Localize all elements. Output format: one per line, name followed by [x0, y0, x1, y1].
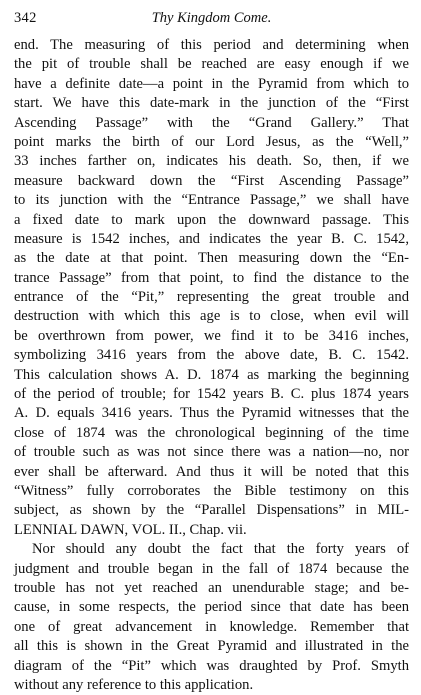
text-line: LENNIAL DAWN, VOL. II., Chap. vii. [14, 521, 247, 538]
body-text [14, 36, 409, 695]
paragraph-2 [14, 540, 409, 695]
text-line: entrance of the “Pit,” representing the great trouble and [14, 289, 409, 306]
text-line: to its junction with the “Entrance Passage,” we shall have [14, 192, 409, 209]
text-line: the pit of trouble shall be reached are easy enough if we [14, 56, 409, 73]
paragraph-1 [14, 36, 409, 540]
text-line: all this is shown in the Great Pyramid and illustrated in the [14, 638, 409, 655]
text-line: trouble has not yet reached an unendurable stage; and be- [14, 579, 409, 596]
text-line: cause, in some respects, the period since that date has been [14, 599, 409, 616]
running-title: Thy Kingdom Come. [151, 10, 272, 26]
text-line: a fixed date to mark upon the downward passage. This [14, 211, 409, 228]
text-line: start. We have this date-mark in the junction of the “First [14, 95, 409, 112]
text-line: diagram of the “Pit” which was draughted by Prof. Smyth [14, 657, 409, 674]
text-line: This calculation shows A. D. 1874 as marking the beginning [14, 366, 409, 383]
text-line: have a definite date—a point in the Pyramid from which to [14, 75, 409, 92]
text-line: of the period of trouble; for 1542 years B. C. plus 1874 years [14, 386, 409, 403]
text-line: “Witness” fully corroborates the Bible testimony on this [14, 482, 409, 499]
text-line: trance Passage” from that point, to find the distance to the [14, 269, 409, 286]
text-line: without any reference to this application. [14, 676, 254, 693]
page-number: 342 [14, 10, 37, 26]
text-line: subject, as shown by the “Parallel Dispensations” in MIL- [14, 502, 409, 519]
text-line: point marks the birth of our Lord Jesus, as the “Well,” [14, 133, 409, 150]
text-line: close of 1874 was the chronological beginning of the time [14, 424, 409, 441]
text-line: as the date at that point. Then measuring down the “En- [14, 250, 409, 267]
text-line: be overthrown from power, we find it to be 3416 inches, [14, 327, 409, 344]
text-line: one of great advancement in knowledge. Remember that [14, 618, 409, 635]
text-line: measure is 1542 inches, and indicates the year B. C. 1542, [14, 230, 409, 247]
text-line: end. The measuring of this period and determining when [14, 37, 409, 53]
text-line: judgment and trouble began in the fall of 1874 because the [14, 560, 409, 577]
text-line: symbolizing 3416 years from the above date, B. C. 1542. [14, 347, 409, 364]
text-line: A. D. equals 3416 years. Thus the Pyramid witnesses that the [14, 405, 409, 422]
text-line: measure backward down the “First Ascending Passage” [14, 172, 409, 189]
page-header [14, 10, 409, 30]
text-line: destruction with which this age is to close, when evil will [14, 308, 409, 325]
text-line: of trouble such as was not since there was a nation—no, nor [14, 444, 409, 461]
text-line: Nor should any doubt the fact that the forty years of [32, 541, 409, 558]
text-line: ever shall be afterward. And thus it will be noted that this [14, 463, 409, 480]
text-line: 33 inches farther on, indicates his death. So, then, if we [14, 153, 409, 170]
text-line: Ascending Passage” with the “Grand Gallery.” That [14, 114, 409, 131]
